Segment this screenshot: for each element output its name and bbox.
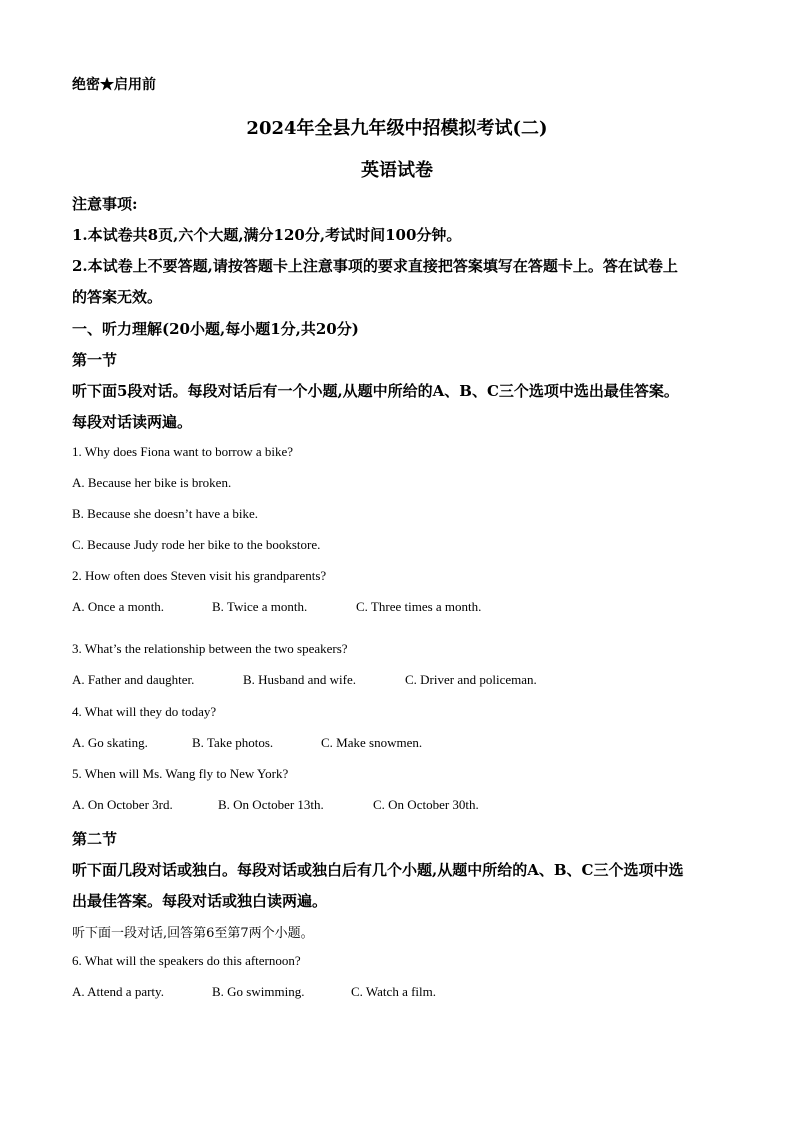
question-6-option-c: C. Watch a film. [351, 984, 437, 999]
section1-instruction-line-1: 听下面5段对话。每段对话后有一个小题,从题中所给的A、B、C三个选项中选出最佳答案。 [72, 382, 679, 400]
question-4-option-c: C. Make snowmen. [321, 735, 423, 750]
confidential-label: 绝密★启用前 [72, 77, 156, 93]
note-item-2-line-1: 2.本试卷上不要答题,请按答题卡上注意事项的要求直接把答案填写在答题卡上。答在试卷上 [72, 257, 678, 275]
question-5-option-b: B. On October 13th. [218, 797, 324, 812]
question-5-options [72, 797, 479, 813]
question-3-options [72, 672, 537, 688]
section2-heading: 第二节 [72, 830, 118, 848]
question-3-option-c: C. Driver and policeman. [405, 672, 537, 687]
question-2-option-b: B. Twice a month. [212, 599, 308, 614]
question-1: 1. Why does Fiona want to borrow a bike? [72, 444, 294, 459]
exam-subject: 英语试卷 [361, 160, 433, 181]
note-item-2-line-2: 的答案无效。 [72, 288, 163, 306]
question-2-option-a: A. Once a month. [72, 599, 165, 614]
group-note-q6-q7: 听下面一段对话,回答第6至第7两个小题。 [72, 926, 314, 941]
question-3: 3. What’s the relationship between the two speakers? [72, 641, 348, 656]
question-6-option-b: B. Go swimming. [212, 984, 305, 999]
question-3-option-a: A. Father and daughter. [72, 672, 195, 687]
question-2: 2. How often does Steven visit his grandparents? [72, 568, 327, 583]
question-1-option-a: A. Because her bike is broken. [72, 475, 232, 490]
question-5-option-c: C. On October 30th. [373, 797, 479, 812]
exam-title: 2024年全县九年级中招模拟考试(二) [246, 118, 548, 139]
question-4-options [72, 735, 422, 751]
notes-heading: 注意事项: [72, 195, 138, 213]
question-3-option-b: B. Husband and wife. [243, 672, 357, 687]
question-2-option-c: C. Three times a month. [356, 599, 482, 614]
section2-instruction-line-2: 出最佳答案。每段对话或独白读两遍。 [72, 892, 328, 910]
section1-instruction-line-2: 每段对话读两遍。 [72, 413, 193, 431]
question-5-option-a: A. On October 3rd. [72, 797, 173, 812]
note-item-1: 1.本试卷共8页,六个大题,满分120分,考试时间100分钟。 [72, 226, 462, 244]
question-6-options [72, 984, 436, 1000]
question-4: 4. What will they do today? [72, 704, 217, 719]
question-2-options [72, 599, 481, 615]
question-1-option-c: C. Because Judy rode her bike to the bookstore. [72, 537, 321, 552]
question-5: 5. When will Ms. Wang fly to New York? [72, 766, 289, 781]
section1-heading: 第一节 [72, 351, 118, 369]
question-1-option-b: B. Because she doesn’t have a bike. [72, 506, 259, 521]
part1-heading: 一、听力理解(20小题,每小题1分,共20分) [72, 320, 359, 338]
question-4-option-a: A. Go skating. [72, 735, 148, 750]
question-6-option-a: A. Attend a party. [72, 984, 164, 999]
section2-instruction-line-1: 听下面几段对话或独白。每段对话或独白后有几个小题,从题中所给的A、B、C三个选项中选 [72, 861, 684, 879]
question-4-option-b: B. Take photos. [192, 735, 274, 750]
question-6: 6. What will the speakers do this afternoon? [72, 953, 301, 968]
